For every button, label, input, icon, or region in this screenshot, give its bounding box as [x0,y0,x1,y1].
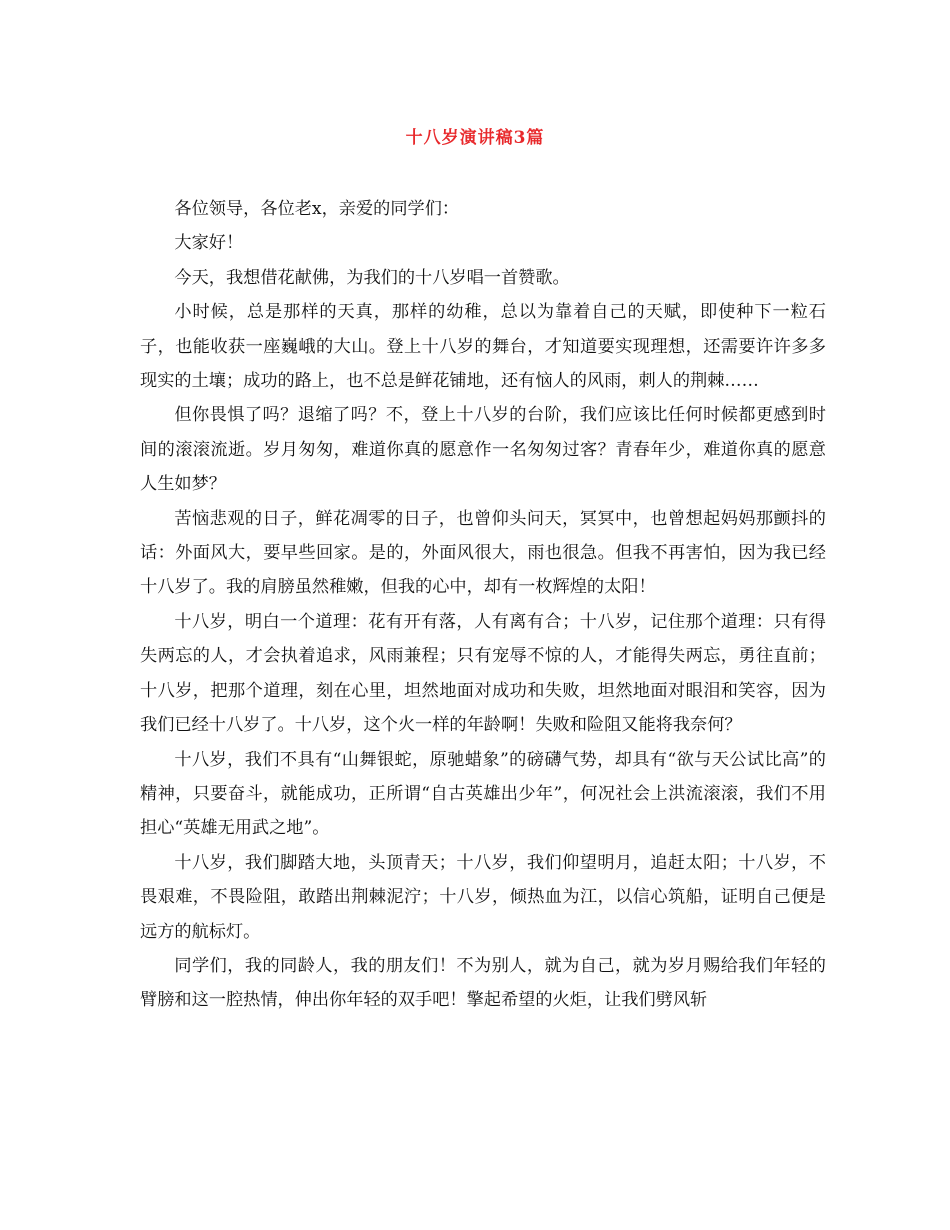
principle-paragraph: 十八岁，明白一个道理：花有开有落，人有离有合；十八岁，记住那个道理：只有得失两忘的人，才会执着追求，风雨兼程；只有宠辱不惊的人，才能得失两忘，勇往直前；十八岁，把那个道理，刻在心里，坦然地面对成功和失败，坦然地面对眼泪和笑容，因为我们已经十八岁了。十八岁，这个火一样的年龄啊！失败和险阻又能将我奈何？ [140,611,826,736]
greeting-paragraph: 大家好！ [174,233,244,254]
hardship-paragraph: 苦恼悲观的日子，鲜花凋零的日子，也曾仰头问天，冥冥中，也曾想起妈妈那颤抖的话：外面风大，要早些回家。是的，外面风很大，雨也很急。但我不再害怕，因为我已经十八岁了。我的肩膀虽然稚嫩，但我的心中，却有一枚辉煌的太阳！ [140,508,826,598]
document-body [140,192,826,1018]
childhood-paragraph: 小时候，总是那样的天真，那样的幼稚，总以为靠着自己的天赋，即使种下一粒石子，也能收获一座巍峨的大山。登上十八岁的舞台，才知道要实现理想，还需要许许多多现实的土壤；成功的路上，也不总是鲜花铺地，还有恼人的风雨，刺人的荆棘…… [140,302,826,392]
spirit-paragraph: 十八岁，我们不具有“山舞银蛇，原驰蜡象”的磅礴气势，却具有“欲与天公试比高”的精神，只要奋斗，就能成功，正所谓“自古英雄出少年”，何况社会上洪流滚滚，我们不用担心“英雄无用武之地”。 [140,749,826,839]
closing-paragraph: 同学们，我的同龄人，我的朋友们！不为别人，就为自己，就为岁月赐给我们年轻的臂膀和这一腔热情，伸出你年轻的双手吧！擎起希望的火炬，让我们劈风斩 [140,955,826,1011]
document-title: 十八岁演讲稿3篇 [405,128,545,148]
salutation-paragraph: 各位领导，各位老x，亲爱的同学们： [174,199,460,219]
intro-paragraph: 今天，我想借花献佛，为我们的十八岁唱一首赞歌。 [174,267,570,288]
question-paragraph: 但你畏惧了吗？退缩了吗？不，登上十八岁的台阶，我们应该比任何时候都更感到时间的滚滚流逝。岁月匆匆，难道你真的愿意作一名匆匆过客？青春年少，难道你真的愿意人生如梦？ [140,405,826,495]
resolve-paragraph: 十八岁，我们脚踏大地，头顶青天；十八岁，我们仰望明月，追赶太阳；十八岁，不畏艰难，不畏险阻，敢踏出荆棘泥泞；十八岁，倾热血为江，以信心筑船，证明自己便是远方的航标灯。 [140,852,826,942]
